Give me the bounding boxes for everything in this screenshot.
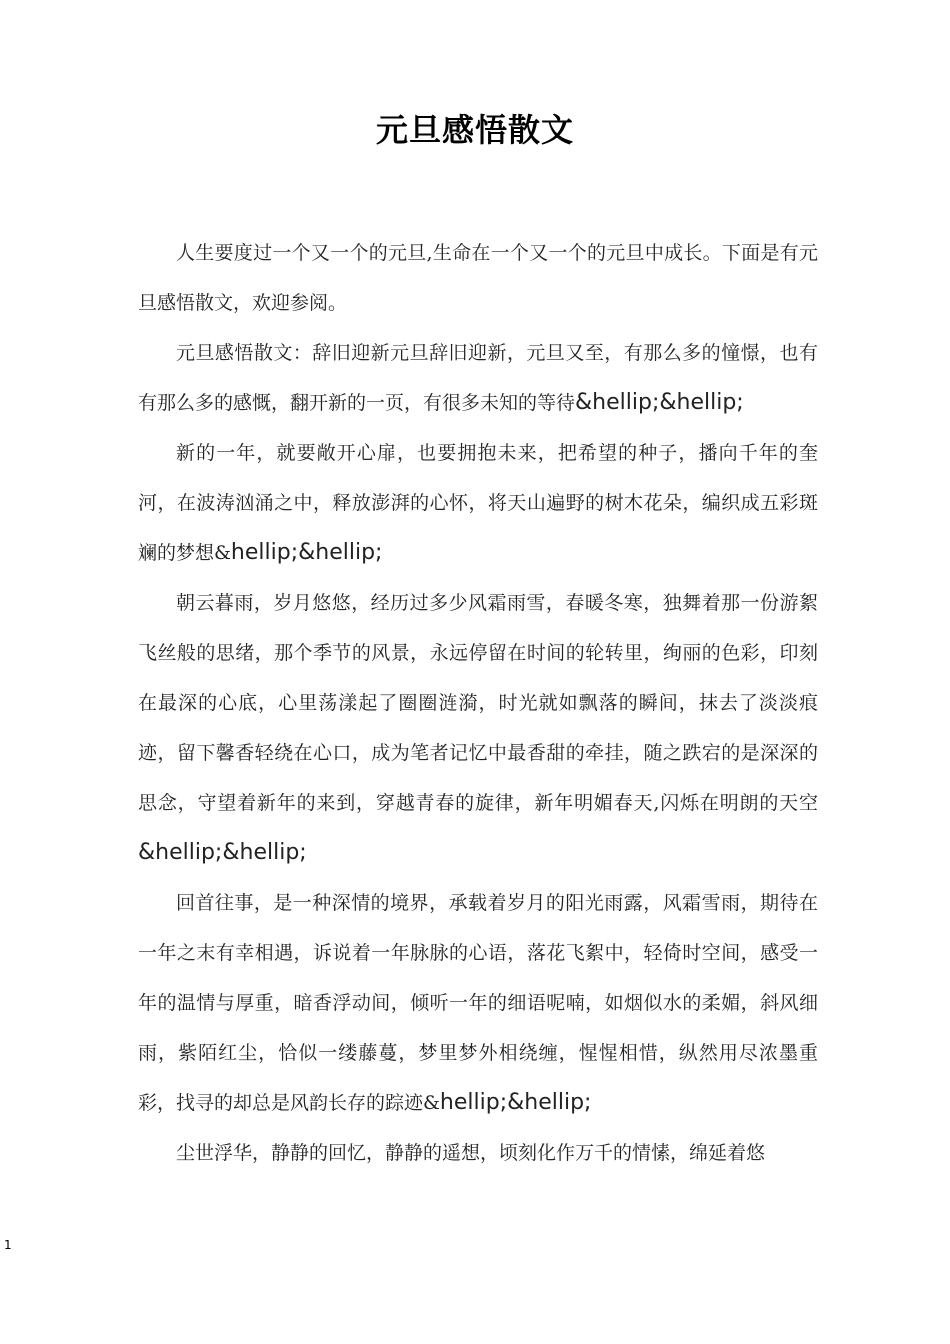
- document-title: 元旦感悟散文: [375, 111, 574, 149]
- paragraph-text: 尘世浮华，静静的回忆，静静的遥想，顷刻化作万千的情愫，绵延着悠: [176, 1142, 766, 1164]
- paragraph-text: 朝云暮雨，岁月悠悠，经历过多少风霜雨雪，春暖冬寒，独舞着那一份游絮飞丝般的思绪，那个季节的风景，永远停留在时间的轮转里，绚丽的色彩，印刻在最深的心底，心里荡漾起了圈圈涟漪，时光就如飘落的瞬间，抹去了淡淡痕迹，留下馨香轻绕在心口，成为笔者记忆中最香甜的牵挂，随之跌宕的是深深的思念，守望着新年的来到，穿越青春的旋律，新年明媚春天,闪烁在明朗的天空: [138, 592, 818, 814]
- document-body: [138, 228, 818, 1178]
- paragraph-text: 元旦感悟散文：辞旧迎新元旦辞旧迎新，元旦又至，有那么多的憧憬，也有有那么多的感慨，翻开新的一页，有很多未知的等待: [138, 342, 818, 414]
- paragraph: [138, 878, 818, 1128]
- paragraph-text: 人生要度过一个又一个的元旦,生命在一个又一个的元旦中成长。下面是有元旦感悟散文，欢迎参阅。: [138, 242, 818, 314]
- paragraph: [138, 228, 818, 328]
- paragraph: [138, 428, 818, 578]
- page-number: 1: [4, 1238, 12, 1252]
- paragraph: [138, 328, 818, 428]
- paragraph-entity-text: hellip;&hellip;: [439, 1090, 592, 1115]
- paragraph-entity-text: hellip;&hellip;: [230, 540, 383, 565]
- paragraph-text: 新的一年，就要敞开心扉，也要拥抱未来，把希望的种子，播向千年的奎河，在波涛汹涌之中，释放澎湃的心怀，将天山遍野的树木花朵，编织成五彩斑斓的梦想&: [138, 442, 818, 564]
- paragraph-entity-text: &hellip;&hellip;: [138, 840, 307, 865]
- paragraph-entity-text: &hellip;&hellip;: [575, 390, 744, 415]
- paragraph-text: 回首往事，是一种深情的境界，承载着岁月的阳光雨露，风霜雪雨，期待在一年之末有幸相遇，诉说着一年脉脉的心语，落花飞絮中，轻倚时空间，感受一年的温情与厚重，暗香浮动间，倾听一年的细语呢喃，如烟似水的柔媚，斜风细雨，紫陌红尘，恰似一缕藤蔓，梦里梦外相绕缠，惺惺相惜，纵然用尽浓墨重彩，找寻的却总是风韵长存的踪迹&: [138, 892, 818, 1114]
- paragraph: [138, 1128, 818, 1178]
- paragraph: [138, 578, 818, 878]
